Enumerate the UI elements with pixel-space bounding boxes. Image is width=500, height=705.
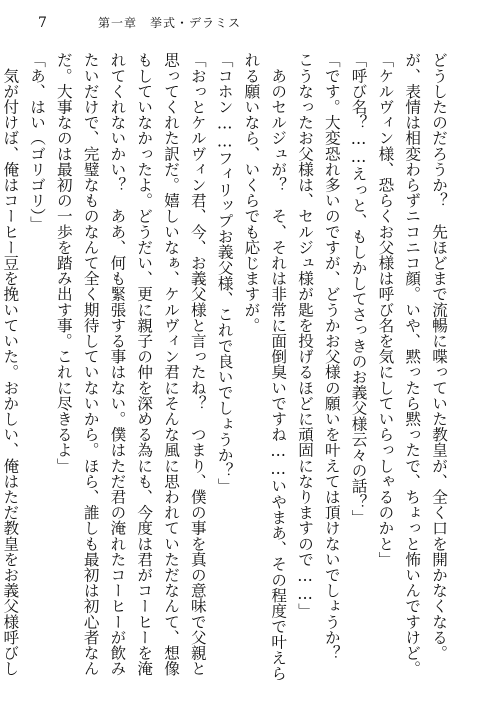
text-line: あのセルジュが？ そ、それは非常に面倒臭いですね……いやまあ、その程度で叶えら [269,52,288,681]
text-line: 「呼び名？……えっと、もしかしてさっきのお義父様云々の話？」 [349,52,368,525]
text-line: こうなったお父様は、セルジュ様が匙を投げるほどに頑固になりますので……」 [296,52,315,619]
text-line: が、表情は相変わらずニコニコ顔。いや、黙ったら黙ったで、ちょっと怖いんですけど。 [403,52,422,676]
vertical-text-body [0,52,452,681]
text-line: れる願いなら、いくらでも応じますが。 [242,52,261,333]
text-line: もしていなかったよ。どうだい、更に親子の仲を深める為にも、今度は君がコーヒーを淹 [135,52,154,676]
text-line: 気が付けば、俺はコーヒー豆を挽いていた。おかしい、俺はただ教皇をお義父様呼びし [1,52,20,676]
text-line: 「コホン……フィリップお義父様、これで良いでしょうか？」 [215,52,234,494]
text-line: どうしたのだろうか？ 先ほどまで流暢に喋っていた教皇が、全く口を開かなくなる。 [430,52,448,661]
text-line: れてくれないかい？ ああ、何も緊張する事はない。僕はただ君の淹れたコーヒーが飲み [108,52,127,676]
page-header [20,14,480,32]
text-line: 「です。大変恐れ多いのですが、どうかお父様の願いを叶えては頂けないでしょうか？ [322,52,341,661]
text-line: 「おっとケルヴィン君、今、お義父様と言ったね？ つまり、僕の事を真の意味で父親と [188,52,207,676]
text-line: 「あ、はい（ゴリゴリ）」 [28,52,47,232]
text-line: だ。大事なのは最初の一歩を踏み出す事。これに尽きるよ」 [54,52,73,474]
text-line: 「ケルヴィン様、恐らくお父様は呼び名を気にしていらっしゃるのかと」 [376,52,395,567]
text-line: 思ってくれた訳だ。嬉しいなぁ、ケルヴィン君にそんな風に思われていただなんて、想像 [162,52,181,676]
page-number: 7 [38,15,47,31]
chapter-title: 第一章 挙式・デラミス [98,16,242,30]
text-line: たいだけで、完璧なものなんて全く期待していないから。ほら、誰しも最初は初心者なん [81,52,100,676]
